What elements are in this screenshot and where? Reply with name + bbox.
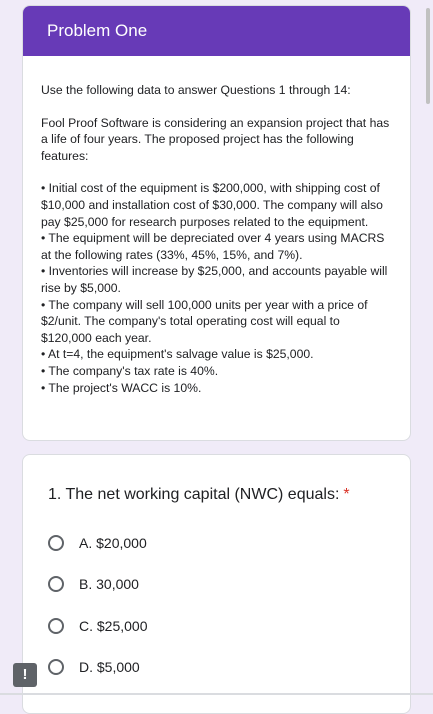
section-title: Problem One (23, 6, 410, 56)
section-card (22, 5, 411, 441)
features-list (41, 180, 392, 396)
option-label: D. $5,000 (79, 659, 140, 675)
required-asterisk: * (343, 486, 350, 503)
list-item: • At t=4, the equipment's salvage value is $25,000. (41, 347, 314, 362)
radio-button-icon[interactable] (48, 535, 64, 551)
intro-text: Use the following data to answer Questions 1 through 14: (41, 83, 351, 97)
list-item: • Inventories will increase by $25,000, and accounts payable will rise by $5,000. (41, 264, 388, 295)
question-card (22, 454, 411, 714)
section-description (23, 56, 410, 396)
option-label: C. $25,000 (79, 618, 148, 634)
option-d[interactable] (48, 655, 140, 679)
list-item: • The project's WACC is 10%. (41, 380, 202, 395)
list-item: • The equipment will be depreciated over 4 years using MACRS at the following rates (33%, 45%, 15%, and 7%). (41, 231, 385, 262)
list-item: • The company's tax rate is 40%. (41, 363, 219, 378)
option-c[interactable] (48, 614, 148, 638)
divider (0, 693, 433, 695)
list-item: • The company will sell 100,000 units per year with a price of $2/unit. The company's total operating cost will equal to $120,000 each year. (41, 297, 368, 345)
option-label: A. $20,000 (79, 535, 147, 551)
option-a[interactable] (48, 531, 147, 555)
report-problem-icon[interactable]: ! (13, 663, 37, 687)
description-text: Fool Proof Software is considering an expansion project that has a life of four years. The proposed project has the following features: (41, 115, 390, 163)
scrollbar[interactable] (426, 8, 430, 104)
radio-button-icon[interactable] (48, 618, 64, 634)
radio-button-icon[interactable] (48, 576, 64, 592)
question-text: 1. The net working capital (NWC) equals: (48, 486, 340, 503)
option-label: B. 30,000 (79, 576, 139, 592)
radio-button-icon[interactable] (48, 659, 64, 675)
option-b[interactable] (48, 572, 139, 596)
list-item: • Initial cost of the equipment is $200,000, with shipping cost of $10,000 and installation cost of $30,000. The company will also pay $25,000 for research purposes related to the equipment. (41, 181, 383, 229)
question-title (48, 485, 350, 505)
